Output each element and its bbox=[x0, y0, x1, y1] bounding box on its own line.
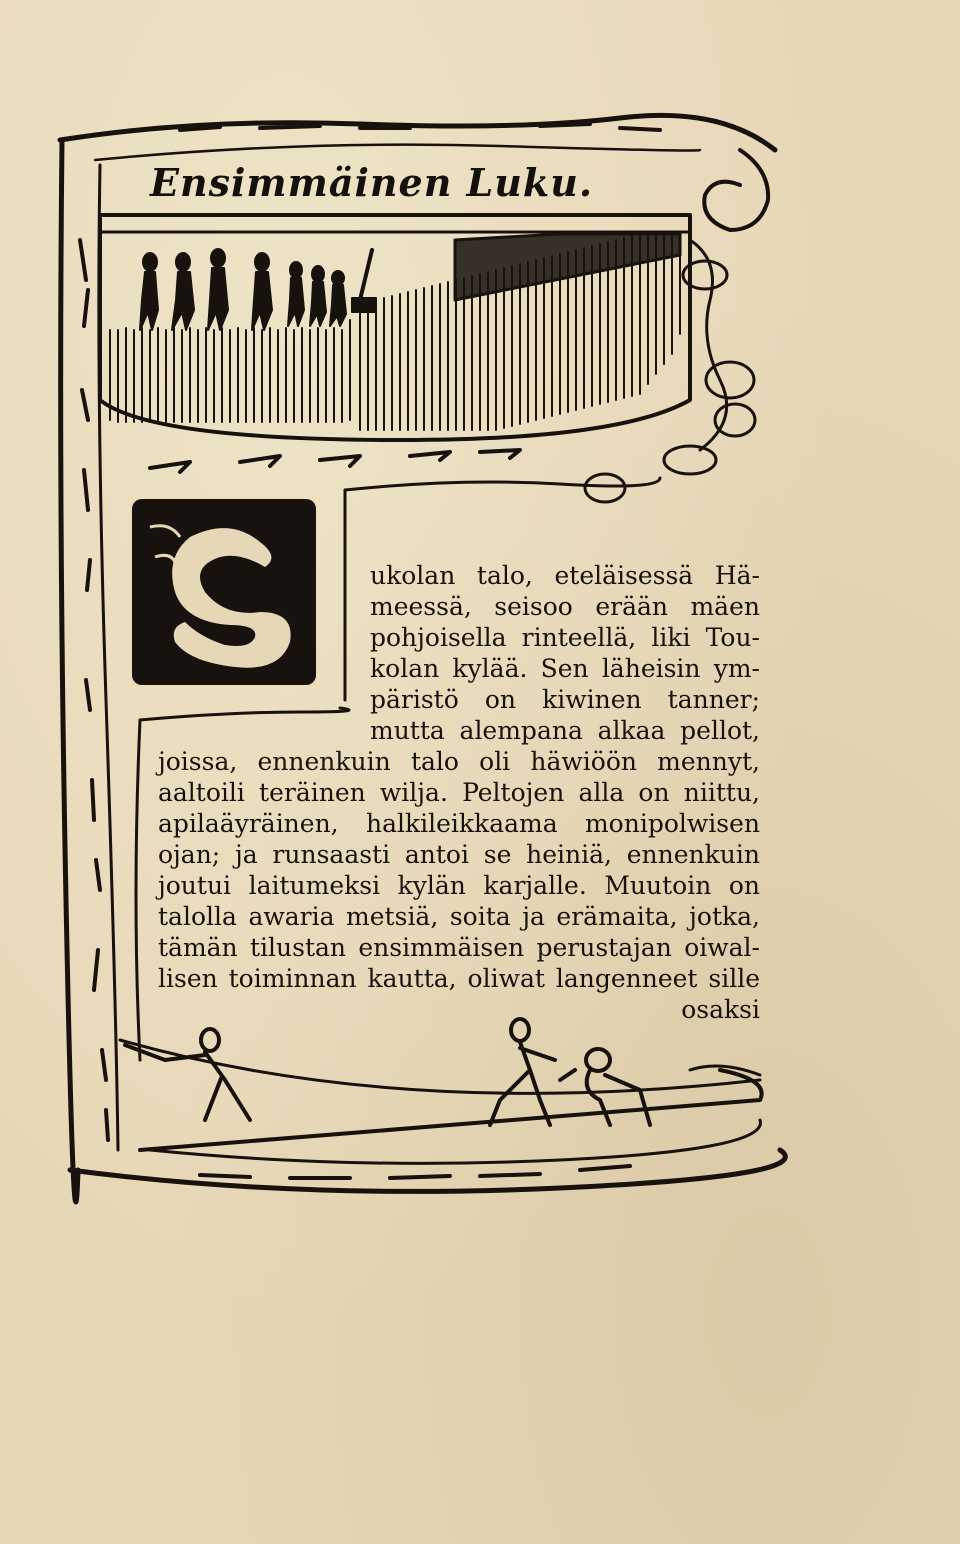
chapter-title: Ensimmäinen Luku. bbox=[150, 160, 594, 205]
text-line: meessä, seisoo erään mäen bbox=[370, 592, 760, 621]
text-line: kolan kylää. Sen läheisin ym- bbox=[370, 654, 760, 683]
text-line: ukolan talo, eteläisessä Hä- bbox=[370, 561, 760, 590]
text-line: tämän tilustan ensimmäisen perustajan oiwal- bbox=[158, 933, 760, 962]
text-line: pohjoisella rinteellä, liki Tou- bbox=[370, 623, 760, 652]
text-line: talolla awaria metsiä, soita ja erämaita, jotka, bbox=[158, 902, 760, 931]
text-line: ojan; ja runsaasti antoi se heiniä, ennenkuin bbox=[158, 840, 760, 869]
text-line: lisen toiminnan kautta, oliwat langenneet sille bbox=[158, 964, 760, 993]
text-line: päristö on kiwinen tanner; bbox=[370, 685, 760, 714]
text-line: mutta alempana alkaa pellot, bbox=[370, 716, 760, 745]
text-line: joissa, ennenkuin talo oli häwiöön mennyt, bbox=[158, 747, 760, 776]
text-line: joutui laitumeksi kylän karjalle. Muutoin on bbox=[158, 871, 760, 900]
text-line: osaksi bbox=[681, 995, 760, 1024]
text-line: aaltoili teräinen wilja. Peltojen alla on niittu, bbox=[158, 778, 760, 807]
text-line: apilaäyräinen, halkileikkaama monipolwisen bbox=[158, 809, 760, 838]
